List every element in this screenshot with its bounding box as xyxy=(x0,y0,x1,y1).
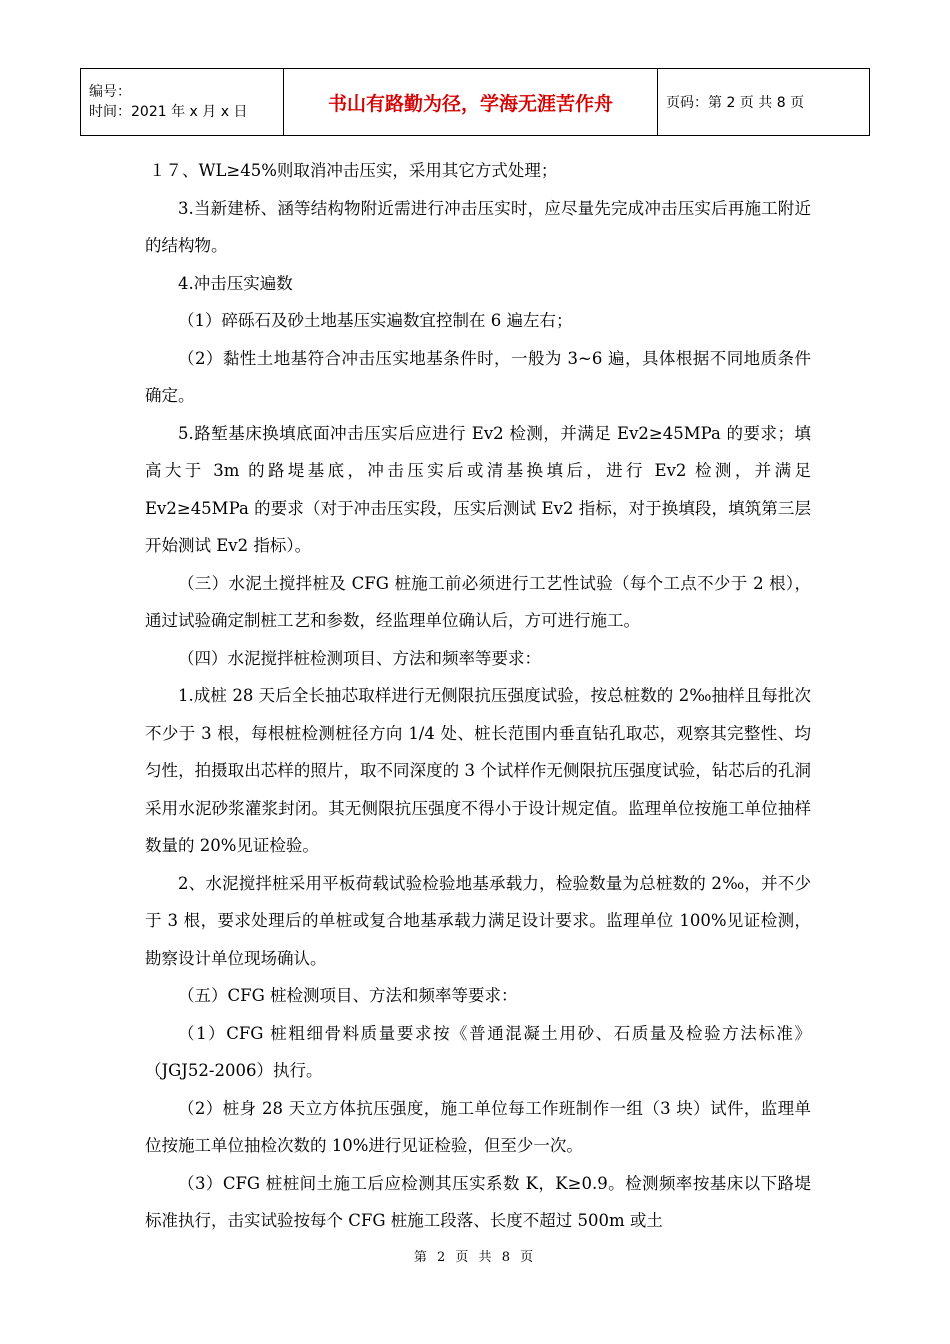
header-meta-cell xyxy=(81,69,284,135)
paragraph: （2）桩身 28 天立方体抗压强度，施工单位每工作班制作一组（3 块）试件，监理单位按施工单位抽检次数的 10%进行见证检验，但至少一次。 xyxy=(145,1098,811,1155)
header-motto-cell xyxy=(284,69,658,135)
page-number-label: 页码：第 2 页 共 8 页 xyxy=(666,95,805,111)
paragraph: 3.当新建桥、涵等结构物附近需进行冲击压实时，应尽量先完成冲击压实后再施工附近的结构物。 xyxy=(145,198,811,255)
document-body xyxy=(145,152,811,1240)
paragraph: （3）CFG 桩桩间土施工后应检测其压实系数 K，K≥0.9。检测频率按基床以下路堤标准执行，击实试验按每个 CFG 桩施工段落、长度不超过 500m 或土 xyxy=(145,1173,811,1230)
motto-text: 书山有路勤为径，学海无涯苦作舟 xyxy=(327,92,613,115)
paragraph: （1）碎砾石及砂土地基压实遍数宜控制在 6 遍左右； xyxy=(178,311,573,330)
paragraph: （2）黏性土地基符合冲击压实地基条件时，一般为 3~6 遍，具体根据不同地质条件确定。 xyxy=(145,348,811,405)
serial-number-label: 编号： xyxy=(89,84,131,100)
page-footer: 第 2 页 共 8 页 xyxy=(413,1250,537,1265)
paragraph: 1.成桩 28 天后全长抽芯取样进行无侧限抗压强度试验，按总桩数的 2‰抽样且每批次不少于 3 根，每根桩检测桩径方向 1/4 处、桩长范围内垂直钻孔取芯，观察其完整性、均匀性，拍摄取出芯样的照片，取不同深度的 3 个试样作无侧限抗压强度试验，钻芯后的孔洞采用水泥砂浆灌浆封闭。其无侧限抗压强度不得小于设计规定值。监理单位按施工单位抽样数量的 20%见证检验。 xyxy=(145,686,811,855)
paragraph: （五）CFG 桩检测项目、方法和频率等要求： xyxy=(178,986,518,1005)
date-label: 时间：2021 年 x 月 x 日 xyxy=(89,104,248,120)
paragraph: （四）水泥搅拌桩检测项目、方法和频率等要求： xyxy=(178,648,541,668)
paragraph: 5.路堑基床换填底面冲击压实后应进行 Ev2 检测，并满足 Ev2≥45MPa 的要求；填高大于 3m 的路堤基底，冲击压实后或清基换填后，进行 Ev2 检测，并满足 Ev2≥45MPa 的要求（对于冲击压实段，压实后测试 Ev2 指标，对于换填段，填筑第三层开始测试 Ev2 指标）。 xyxy=(145,423,811,555)
paragraph: 2、水泥搅拌桩采用平板荷载试验检验地基承载力，检验数量为总桩数的 2‰，并不少于 3 根，要求处理后的单桩或复合地基承载力满足设计要求。监理单位 100%见证检测，勘察设计单位现场确认。 xyxy=(145,873,811,968)
header-page-cell xyxy=(658,69,869,135)
paragraph: （三）水泥土搅拌桩及 CFG 桩施工前必须进行工艺性试验（每个工点不少于 2 根），通过试验确定制桩工艺和参数，经监理单位确认后，方可进行施工。 xyxy=(145,573,811,630)
paragraph: １７、WL≥45%则取消冲击压实，采用其它方式处理； xyxy=(149,161,558,180)
paragraph: 4.冲击压实遍数 xyxy=(178,273,293,293)
paragraph: （1）CFG 桩粗细骨料质量要求按《普通混凝土用砂、石质量及检验方法标准》（JGJ52-2006）执行。 xyxy=(145,1023,811,1080)
header-table xyxy=(80,68,870,136)
